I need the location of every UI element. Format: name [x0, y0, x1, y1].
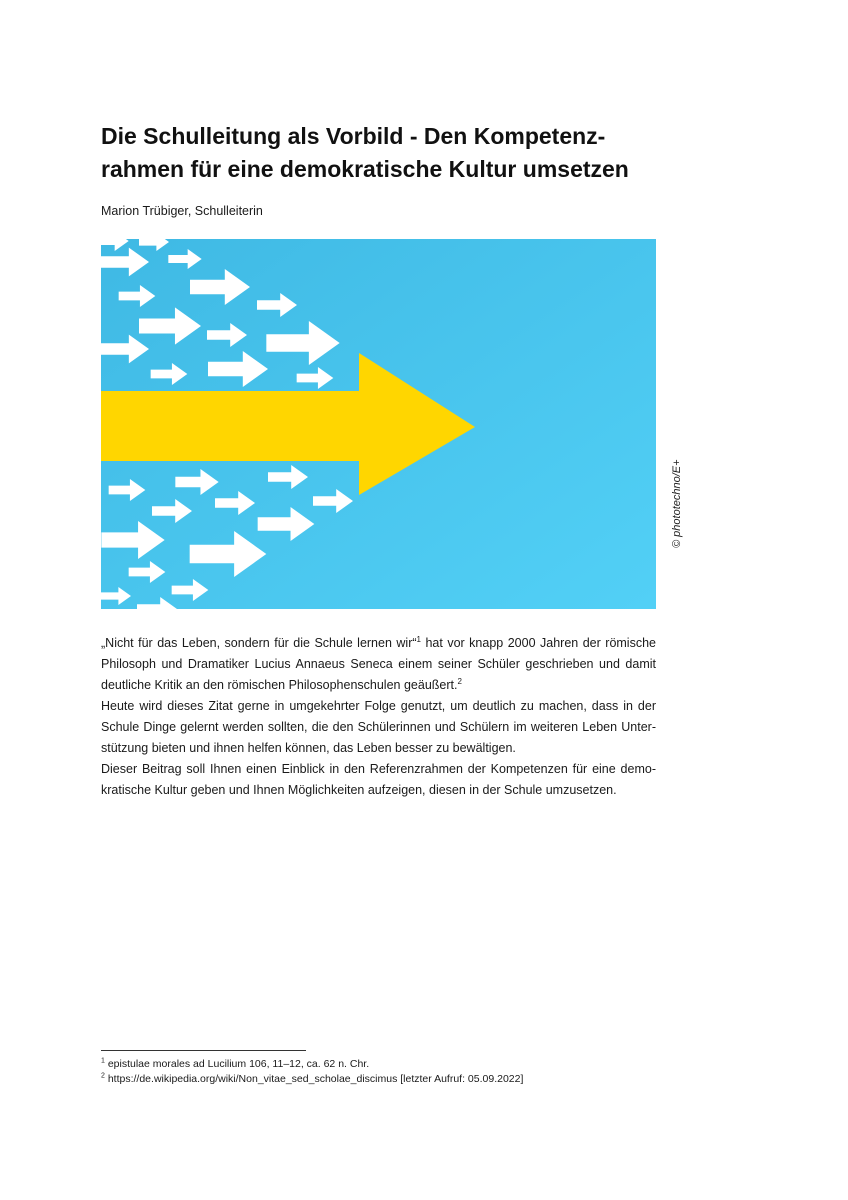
page-title	[101, 120, 681, 186]
arrows-illustration	[101, 239, 656, 609]
footnote-2-text: https://de.wikipedia.org/wiki/Non_vitae_sed_scholae_discimus [letzter Aufruf: 05.09.2022]	[107, 1073, 524, 1085]
footnotes	[101, 1057, 661, 1087]
footnote-1	[101, 1057, 661, 1072]
paragraph-1	[101, 633, 656, 696]
paragraph-1-quote: „Nicht für das Leben, sondern für die Schule lernen wir“	[101, 636, 417, 650]
paragraph-1-text: hat vor knapp 2000 Jahren der römische Philosoph und Dramatiker Lucius Annaeus Seneca einem seiner Schüler geschrieben und damit deutliche Kritik an den römischen Philosophenschulen geäußert.	[101, 636, 656, 692]
title-line-2: rahmen für eine demokratische Kultur umsetzen	[101, 156, 629, 182]
title-line-1: Die Schulleitung als Vorbild - Den Kompetenz-	[101, 123, 606, 149]
footnote-2-number: 2	[101, 1072, 105, 1080]
footnote-1-text: epistulae morales ad Lucilium 106, 11–12, ca. 62 n. Chr.	[107, 1058, 370, 1070]
article-image	[101, 239, 656, 609]
footnote-ref-1: 1	[416, 634, 421, 644]
footnote-ref-2: 2	[457, 676, 462, 686]
footnote-2	[101, 1072, 661, 1087]
author-byline: Marion Trübiger, Schulleiterin	[101, 204, 263, 218]
article-body	[101, 633, 656, 801]
footnote-separator	[101, 1050, 306, 1051]
paragraph-3: Dieser Beitrag soll Ihnen einen Einblick in den Referenzrahmen der Kompetenzen für eine demokratische Kultur geben und Ihnen Möglichkeiten aufzeigen, diesen in der Schule umzusetzen.	[101, 762, 656, 797]
paragraph-2: Heute wird dieses Zitat gerne in umgekehrter Folge genutzt, um deutlich zu machen, dass in der Schule Dinge gelernt werden sollten, die den Schülerinnen und Schülern im weiteren Leben Unterstützung bieten und ihnen helfen können, das Leben besser zu bewältigen.	[101, 699, 656, 755]
image-credit: © phototechno/E+	[671, 459, 683, 548]
footnote-1-number: 1	[101, 1057, 105, 1065]
